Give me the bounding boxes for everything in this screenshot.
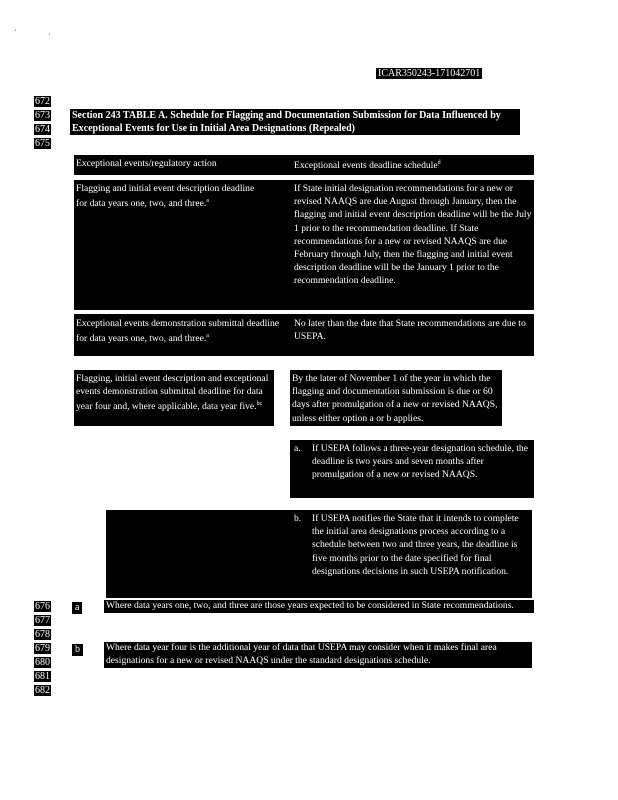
row1-deadline: If State initial designation recommendations for a new or revised NAAQS are due August through January, then the flagging and initial event description deadline will be the July 1 prior to the recommendation deadline. If State recommendations for a new or revised NAAQS are due February through July, then the flagging and initial event description deadline will be the January 1 prior to the recommendation deadline. (294, 183, 532, 287)
option-a-text: If USEPA follows a three-year designation schedule, the deadline is two years and seven months after promulgation of a new or revised NAAQS. (312, 443, 528, 481)
row2-deadline: No later than the date that State recommendations are due to USEPA. (294, 318, 526, 343)
line-number: 676 (35, 601, 50, 612)
table-header-deadline: Exceptional events deadline schedule$^d$ (294, 160, 441, 172)
table-header-action: Exceptional events/regulatory action (76, 158, 217, 169)
option-a-letter: a. (294, 443, 301, 454)
footnote-text: Where data years one, two, and three are those years expected to be considered in State recommendations. (104, 600, 534, 613)
line-number: 677 (35, 615, 50, 626)
line-number: 673 (35, 110, 50, 121)
line-number: 672 (35, 96, 50, 107)
line-number: 682 (35, 685, 50, 696)
section-title: Section 243 TABLE A. Schedule for Flagging and Documentation Submission for Data Influenced by Exceptional Events for Use in Initial Area Designations (Repealed) (70, 109, 520, 135)
line-number: 678 (35, 629, 50, 640)
line-number: 681 (35, 671, 50, 682)
footnote-ref: c (259, 401, 263, 408)
option-b-text: If USEPA notifies the State that it intends to complete the initial area designations process according to a schedule between two and three years, the deadline is five months prior to the date specified for final designations decisions in such USEPA notification. (312, 513, 519, 577)
scan-speck: · (48, 30, 51, 39)
document-id: ICAR350243-171042701 (378, 68, 481, 79)
row3-action: Flagging, initial event description and exceptional events demonstration submittal deadline for data year four and, where applicable, data year five.$^{bc}$ (76, 373, 269, 413)
scan-speck: · (14, 26, 17, 35)
row2-action: Exceptional events demonstration submittal deadline for data years one, two, and three.$^a$ (76, 318, 280, 345)
line-number: 674 (35, 124, 50, 135)
line-number: 679 (35, 643, 50, 654)
option-b-letter: b. (294, 513, 302, 524)
footnote-mark: b (72, 644, 83, 656)
footnote-text: Where data year four is the additional year of data that USEPA may consider when it makes final area designations for a new or revised NAAQS under the standard designations schedule. (104, 642, 532, 668)
footnote-ref: b (256, 401, 260, 408)
line-number: 680 (35, 657, 50, 668)
footnote-mark: a (72, 602, 82, 614)
line-number: 675 (35, 138, 50, 149)
row1-action: Flagging and initial event description deadline for data years one, two, and three.$^a$ (76, 183, 255, 210)
row3-deadline: By the later of November 1 of the year in which the flagging and documentation submission is due or 60 days after promulgation of a new or revised NAAQS, unless either option a or b applies. (292, 373, 498, 424)
